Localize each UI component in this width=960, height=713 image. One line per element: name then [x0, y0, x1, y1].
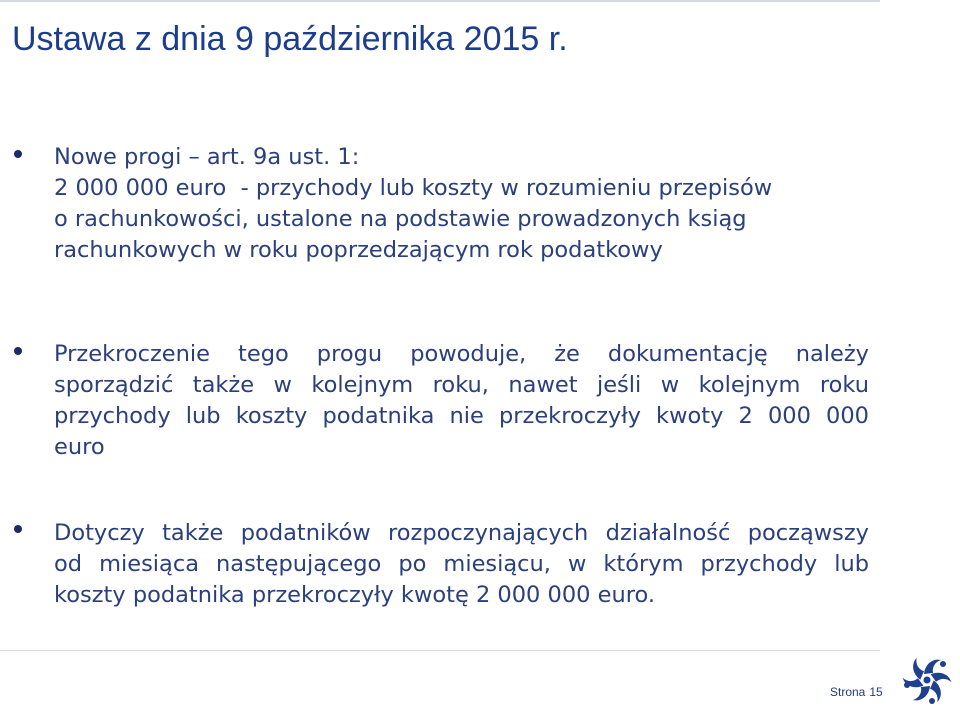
- footer-divider: [0, 650, 880, 651]
- paragraph-line: euro: [54, 434, 105, 460]
- paragraph-line: o rachunkowości, ustalone na podstawie prowadzonych ksiąg: [54, 206, 747, 232]
- bullet-paragraph-1: [54, 142, 869, 266]
- bullet-paragraph-3: [54, 518, 869, 611]
- bullet-marker: [14, 150, 22, 158]
- paragraph-line: od miesiąca następującego po miesiącu, w którym przychody lub: [54, 551, 869, 577]
- paragraph-line: Nowe progi – art. 9a ust. 1:: [54, 144, 360, 170]
- page-prefix: Strona: [830, 685, 866, 699]
- paragraph-line: Dotyczy także podatników rozpoczynających działalność począwszy: [54, 520, 869, 546]
- paragraph-line: sporządzić także w kolejnym roku, nawet jeśli w kolejnym roku: [54, 372, 869, 398]
- bullet-marker: [14, 525, 22, 533]
- bullet-marker: [14, 347, 22, 355]
- page-number: 15: [869, 685, 883, 699]
- slide-title: Ustawa z dnia 9 października 2015 r.: [12, 20, 568, 58]
- paragraph-line: przychody lub koszty podatnika nie przekroczyły kwoty 2 000 000: [54, 403, 869, 429]
- paragraph-line: koszty podatnika przekroczyły kwotę 2 000 000 euro.: [54, 582, 655, 608]
- paragraph-line: rachunkowych w roku poprzedzającym rok podatkowy: [54, 237, 663, 263]
- bullet-paragraph-2: [54, 339, 869, 463]
- paragraph-line: 2 000 000 euro - przychody lub koszty w rozumieniu przepisów: [54, 175, 773, 201]
- pinwheel-logo-icon: [897, 650, 957, 710]
- page-number-label: [830, 685, 887, 699]
- paragraph-line: Przekroczenie tego progu powoduje, że dokumentację należy: [54, 341, 869, 367]
- top-divider: [0, 0, 880, 2]
